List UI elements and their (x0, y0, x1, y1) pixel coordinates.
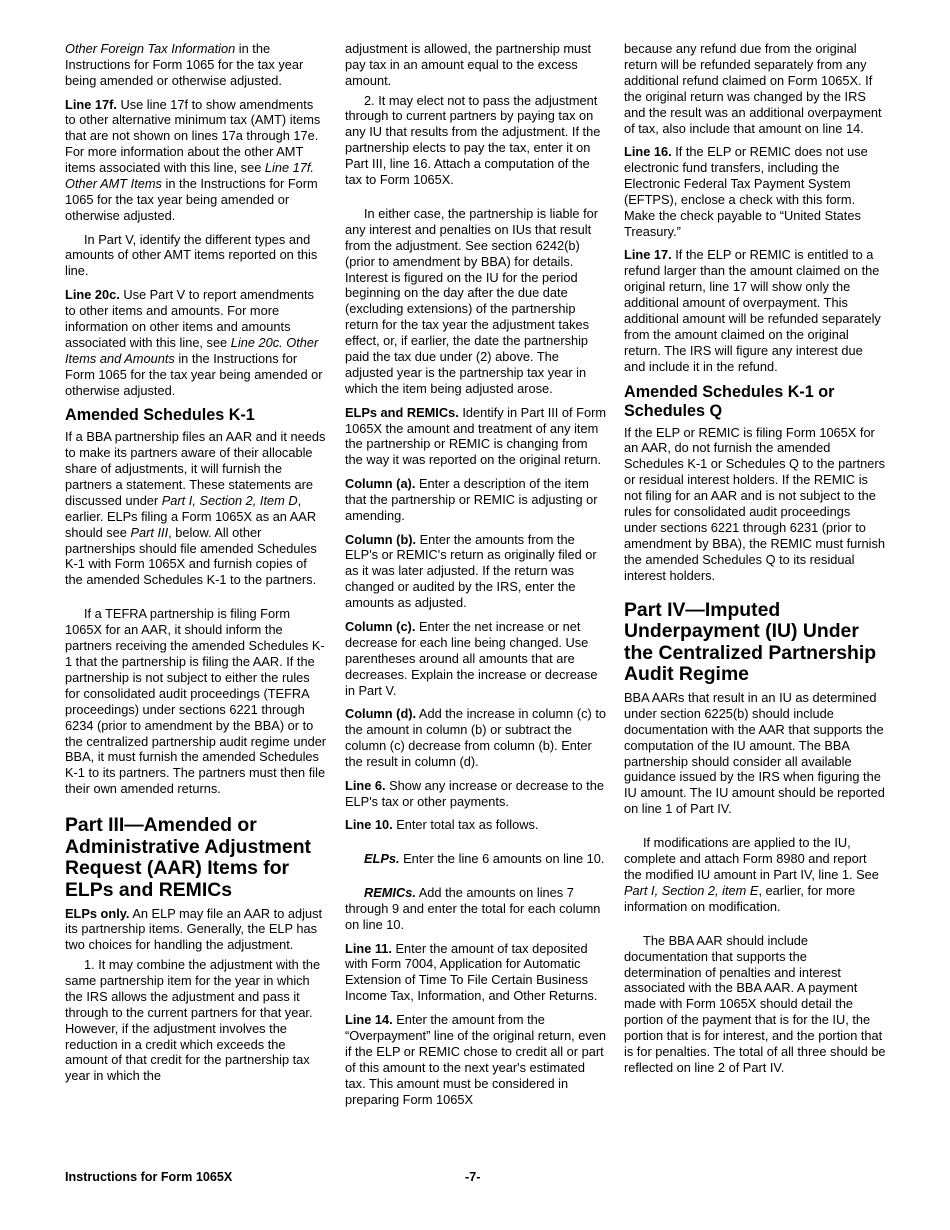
line-label: Line 10. (345, 817, 393, 833)
line-label: Column (b). (345, 531, 417, 547)
line-label: ELPs. (364, 851, 400, 867)
line-label: Column (d). (345, 706, 417, 722)
line-17-paragraph: Line 17. If the ELP or REMIC is entitled to a refund larger than the amount claimed on the original return, line 17 will show only the additional amount of overpayment. This additional amount will be refunded separately from the amount claimed on the original return. The IRS will figure any interest due and include it in the refund. (624, 247, 881, 374)
elps-only-paragraph: ELPs only. An ELP may file an AAR to adjust its partnership items. Generally, the ELP has two choices for handling the adjustment. (65, 905, 323, 953)
column-d-paragraph: Column (d). Add the increase in column (c) to the amount in column (b) or subtract the column (c) decrease from column (b). Enter the result in column (d). (345, 706, 606, 769)
line-17f-paragraph: Line 17f. Use line 17f to show amendments to other alternative minimum tax (AMT) items that are not shown on lines 17a through 17e. For more information about the other AMT items associated with this line, see Line 17f. Other AMT Items in the Instructions for Form 1065 for the tax year being amended or otherwise adjusted. (65, 96, 321, 223)
column-c-paragraph: Column (c). Enter the net increase or net decrease for each line being changed. Use parentheses around all amounts that are decreases. Explain the increase or decrease in Part V. (345, 618, 598, 698)
paragraph: BBA AARs that result in an IU as determined under section 6225(b) should include documentation with the AAR that supports the computation of the IU amount. The BBA partnership should consider all available guidance issued by the IRS when figuring the IU amount. The IU amount should be reported on line 1 of Part IV. (624, 689, 885, 817)
paragraph: Other Foreign Tax Information in the Instructions for Form 1065 for the tax year being amended or otherwise adjusted. (65, 41, 304, 88)
page-number: -7- (465, 1170, 481, 1184)
column-a-paragraph: Column (a). Enter a description of the item that the partnership or REMIC is adjusting or amending. (345, 476, 598, 523)
remics-paragraph: REMICs. Add the amounts on lines 7 through 9 and enter the total for each column on line 10. (345, 885, 601, 932)
elps-paragraph: ELPs. Enter the line 6 amounts on line 10. (364, 851, 605, 867)
column-2 (345, 41, 607, 1115)
line-11-paragraph: Line 11. Enter the amount of tax deposited with Form 7004, Application for Automatic Extension of Time To File Certain Business Income Tax, Information, and Other Returns. (345, 940, 598, 1004)
line-label: Column (a). (345, 476, 416, 492)
list-item: 1. It may combine the adjustment with the same partnership item for the year in which the IRS allows the adjustment and pass it through to the current partners for that year. However, if the adjustment involves the reduction in a credit which exceeds the amount of that credit for the partnership tax year in which the (65, 957, 321, 1084)
elps-and-remics-paragraph: ELPs and REMICs. Identify in Part III of Form 1065X the amount and treatment of any item the partnership or REMIC is changing from the way it was reported on the original return. (345, 404, 606, 468)
line-14-paragraph: Line 14. Enter the amount from the “Overpayment” line of the original return, even if the ELP or REMIC chose to credit all or part of this amount to the next year's estimated tax. This amount must be considered in preparing Form 1065X (345, 1012, 607, 1107)
line-label: REMICs. (364, 885, 416, 901)
line-10-paragraph: Line 10. Enter total tax as follows. (345, 817, 539, 833)
column-1 (65, 41, 327, 1092)
line-6-paragraph: Line 6. Show any increase or decrease to the ELP's tax or other payments. (345, 777, 604, 809)
section-heading: Amended Schedules K-1 (65, 406, 255, 425)
paragraph: If the ELP or REMIC is filing Form 1065X for an AAR, do not furnish the amended Schedules K-1 or Schedules Q to the partners or residual interest holders. If the REMIC is not filing for an AAR and is not subject to the rules for consolidated audit proceedings under sections 6221 through 6231 (prior to amendment by BBA), the REMIC must furnish the amended Schedules Q to its residual interest holders. (624, 424, 886, 583)
paragraph: If a BBA partnership files an AAR and it needs to make its partners aware of their allocable share of adjustments, it will furnish the partners a statement. These statements are discussed under Part I, Section 2, Item D, earlier. ELPs filing a Form 1065X as an AAR should see Part III, below. All other partnerships should file amended Schedules K-1 with Form 1065X and furnish copies of the amended Schedules K-1 to the partners. (65, 429, 326, 588)
footer-form-title: Instructions for Form 1065X (65, 1170, 233, 1184)
section-heading: Amended Schedules K-1 or Schedules Q (624, 382, 835, 420)
line-label: ELPs and REMICs. (345, 404, 459, 420)
line-label: Line 6. (345, 777, 386, 793)
paragraph: If modifications are applied to the IU, complete and attach Form 8980 and report the modified IU amount in Part IV, line 1. See Part I, Section 2, item E, earlier, for more information on modification. (624, 835, 879, 914)
paragraph: In either case, the partnership is liable for any interest and penalties on IUs that result from the adjustment. See section 6242(b) (prior to amendment by BBA) for details. Interest is figured on the IU for the period beginning on the day after the due date (excluding extensions) of the partnership return for the tax year the adjustment takes effect, or, if earlier, the date the partnership paid the tax due under (2) above. The adjusted year is the partnership tax year in which the item being adjusted arose. (345, 205, 599, 396)
line-label: ELPs only. (65, 905, 130, 921)
line-label: Column (c). (345, 618, 416, 634)
part-3-heading: Part III—Amended or Administrative Adjustment Request (AAR) Items for ELPs and REMICs (65, 814, 312, 901)
line-label: Line 14. (345, 1012, 393, 1027)
paragraph: adjustment is allowed, the partnership must pay tax in an amount equal to the excess amount. (345, 41, 592, 88)
line-label: Line 17f. (65, 96, 117, 112)
line-label: Line 17. (624, 247, 672, 263)
line-label: Line 16. (624, 144, 672, 160)
line-label: Line 20c. (65, 287, 120, 303)
line-label: Line 11. (345, 940, 392, 956)
line-16-paragraph: Line 16. If the ELP or REMIC does not use electronic fund transfers, including the Electronic Federal Tax Payment System (EFTPS), enclose a check with this form. Make the check payable to “United States Treasury.” (624, 144, 868, 239)
paragraph: If a TEFRA partnership is filing Form 1065X for an AAR, it should inform the partners receiving the amended Schedules K-1 that the partnership is filing the AAR. If the partnership is not subject to either the rules for consolidated audit proceedings (TEFRA proceedings) under sections 6221 through 6234 (prior to amendment by the BBA) or to the centralized partnership audit regime under BBA, it must furnish the amended Schedules K-1 to its partners. The partners must then file their own amended returns. (65, 606, 327, 797)
line-20c-paragraph: Line 20c. Use Part V to report amendments to other items and amounts. For more information on other items and amounts associated with this line, see Line 20c. Other Items and Amounts in the Instructions for Form 1065 for the tax year being amended or otherwise adjusted. (65, 287, 323, 398)
paragraph: In Part V, identify the different types and amounts of other AMT items reported on this line. (65, 231, 318, 279)
column-b-paragraph: Column (b). Enter the amounts from the ELP's or REMIC's return as originally filed or as it was later adjusted. If the return was changed or audited by the IRS, enter the amounts as adjusted. (345, 531, 597, 611)
column-3 (624, 41, 886, 1084)
paragraph: The BBA AAR should include documentation that supports the determination of penalties and interest associated with the BBA AAR. A payment made with Form 1065X should detail the portion of the payment that is for the IU, the portion that is for interest, and the portion that is for penalties. The total of all three should be reflected on line 2 of Part IV. (624, 932, 886, 1075)
part-4-heading: Part IV—Imputed Underpayment (IU) Under the Centralized Partnership Audit Regime (624, 598, 877, 686)
list-item: 2. It may elect not to pass the adjustment through to current partners by paying tax on any IU that results from the adjustment. If the partnership elects to pay the tax, enter it on Part III, line 16. Attach a computation of the tax to Form 1065X. (345, 92, 601, 188)
paragraph: because any refund due from the original return will be refunded separately from any additional refund claimed on Form 1065X. If the original return was changed by the IRS and the result was an additional overpayment of tax, also include that amount on line 14. (624, 41, 882, 136)
